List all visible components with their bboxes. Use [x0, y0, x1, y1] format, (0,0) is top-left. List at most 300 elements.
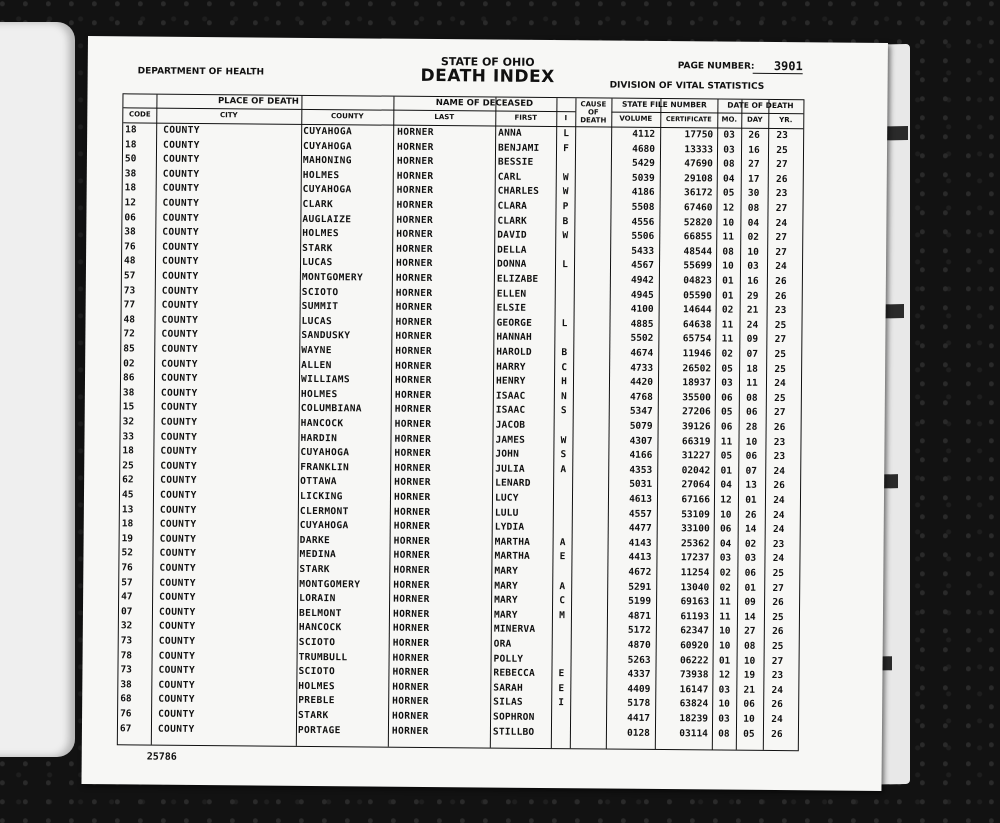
- volume-cell: 5433: [631, 245, 655, 257]
- month-cell: 11: [721, 333, 734, 346]
- day-cell: 01: [745, 494, 757, 506]
- year-cell: 25: [774, 363, 786, 375]
- volume-cell: 5039: [631, 172, 655, 184]
- month-cell: 02: [721, 304, 734, 316]
- year-cell: 25: [772, 611, 784, 623]
- year-cell: 26: [775, 173, 788, 185]
- last-name-cell: HORNER: [396, 170, 434, 182]
- year-header: YR.: [779, 116, 793, 125]
- month-cell: 01: [720, 465, 732, 477]
- volume-cell: 4871: [628, 610, 652, 622]
- day-cell: 27: [748, 158, 760, 171]
- year-cell: 24: [771, 684, 784, 696]
- day-cell: 16: [748, 144, 760, 156]
- county-cell: OTTAWA: [300, 476, 337, 488]
- city-cell: COUNTY: [158, 679, 196, 691]
- city-cell: COUNTY: [159, 518, 197, 531]
- first-name-cell: SILAS: [493, 696, 523, 709]
- department-label: DEPARTMENT OF HEALTH: [137, 66, 265, 78]
- initial-cell: S: [560, 449, 567, 461]
- volume-cell: 4557: [628, 508, 652, 520]
- county-cell: TRUMBULL: [298, 651, 348, 663]
- certificate-cell: 36172: [683, 187, 713, 199]
- code-cell: 02: [123, 357, 135, 370]
- last-name-cell: HORNER: [394, 433, 432, 445]
- certificate-cell: 29108: [684, 173, 713, 185]
- certificate-cell: 18239: [679, 713, 709, 725]
- city-cell: COUNTY: [160, 460, 198, 472]
- month-cell: 06: [721, 392, 733, 404]
- code-cell: 38: [124, 226, 136, 238]
- first-name-cell: LENARD: [495, 477, 531, 490]
- month-cell: 10: [719, 625, 731, 638]
- code-cell: 47: [121, 591, 133, 603]
- day-cell: 06: [745, 407, 758, 419]
- state-file-number-header: STATE FILE NUMBER: [621, 99, 707, 110]
- place-of-death-header: PLACE OF DEATH: [217, 96, 299, 107]
- day-cell: 06: [744, 567, 757, 579]
- code-cell: 07: [120, 606, 133, 618]
- day-cell: 26: [748, 129, 760, 141]
- volume-cell: 4674: [630, 347, 654, 359]
- volume-header: VOLUME: [619, 114, 653, 123]
- year-cell: 26: [772, 626, 784, 638]
- initial-cell: L: [563, 128, 570, 140]
- last-name-cell: HORNER: [395, 272, 433, 285]
- volume-cell: 4353: [629, 464, 653, 476]
- certificate-cell: 17750: [684, 129, 714, 141]
- death-index-table: [117, 93, 805, 751]
- certificate-cell: 17237: [680, 552, 710, 564]
- initial-cell: B: [562, 215, 569, 227]
- volume-cell: 4420: [630, 376, 654, 389]
- certificate-cell: 35500: [682, 391, 711, 404]
- certificate-cell: 55699: [683, 260, 713, 272]
- year-cell: 24: [773, 465, 785, 477]
- last-name-cell: HORNER: [392, 681, 430, 693]
- last-name-cell: HORNER: [392, 696, 429, 708]
- month-cell: 11: [721, 319, 734, 331]
- last-name-cell: HORNER: [393, 593, 430, 606]
- first-name-cell: JACOB: [495, 419, 526, 431]
- first-name-cell: STILLBO: [492, 726, 535, 738]
- certificate-cell: 33100: [681, 523, 710, 535]
- volume-cell: 5031: [629, 479, 653, 491]
- day-cell: 06: [743, 699, 755, 711]
- volume-cell: 5178: [627, 698, 651, 710]
- first-name-cell: DONNA: [496, 258, 527, 271]
- volume-cell: 4680: [632, 143, 656, 155]
- last-name-cell: HORNER: [395, 287, 433, 299]
- month-cell: 06: [719, 523, 732, 535]
- volume-cell: 4567: [631, 260, 655, 272]
- first-name-cell: HANNAH: [496, 331, 532, 344]
- code-cell: 32: [120, 620, 133, 632]
- day-cell: 19: [743, 669, 756, 682]
- certificate-cell: 66319: [681, 435, 711, 448]
- page-title: DEATH INDEX: [420, 65, 555, 88]
- first-name-cell: HARRY: [496, 361, 526, 373]
- year-cell: 26: [771, 728, 783, 740]
- code-cell: 48: [123, 255, 136, 267]
- month-cell: 10: [718, 640, 731, 652]
- first-name-cell: CLARA: [497, 200, 528, 212]
- code-cell: 25: [122, 460, 134, 472]
- last-name-cell: HORNER: [393, 506, 431, 518]
- county-cell: HOLMES: [298, 680, 336, 692]
- initial-cell: B: [561, 347, 568, 359]
- first-name-cell: LYDIA: [494, 521, 525, 534]
- month-cell: 03: [723, 129, 735, 141]
- first-name-cell: BESSIE: [497, 156, 534, 169]
- initial-cell: N: [560, 390, 567, 402]
- year-cell: 23: [774, 305, 787, 317]
- day-cell: 05: [743, 728, 755, 740]
- last-name-cell: HORNER: [395, 331, 433, 343]
- city-cell: COUNTY: [161, 270, 199, 282]
- date-of-death-header: DATE OF DEATH: [727, 100, 794, 111]
- city-cell: COUNTY: [161, 256, 199, 268]
- last-name-cell: HORNER: [393, 579, 430, 591]
- year-cell: 26: [773, 422, 786, 434]
- year-cell: 27: [771, 655, 784, 667]
- city-cell: COUNTY: [162, 241, 199, 253]
- year-cell: 23: [776, 130, 788, 142]
- county-cell: WILLIAMS: [300, 374, 351, 386]
- county-cell: SUMMIT: [301, 301, 339, 313]
- year-cell: 25: [776, 144, 788, 156]
- volume-cell: 4885: [630, 318, 654, 330]
- city-cell: COUNTY: [161, 299, 199, 312]
- code-cell: 77: [123, 299, 136, 311]
- county-cell: WAYNE: [301, 344, 332, 357]
- first-name-cell: MARY: [494, 580, 518, 592]
- volume-cell: 4945: [630, 289, 654, 301]
- initial-cell: A: [559, 580, 566, 592]
- initial-cell: P: [562, 201, 569, 213]
- city-cell: COUNTY: [161, 314, 199, 326]
- city-cell: COUNTY: [157, 723, 195, 735]
- code-cell: 67: [119, 722, 132, 734]
- month-cell: 05: [720, 450, 733, 462]
- month-cell: 05: [722, 187, 735, 200]
- city-cell: COUNTY: [159, 504, 197, 516]
- year-cell: 25: [771, 640, 784, 653]
- year-cell: 27: [776, 159, 788, 171]
- year-cell: 24: [771, 713, 783, 726]
- month-cell: 10: [722, 217, 735, 229]
- code-cell: 06: [124, 211, 136, 224]
- day-cell: 06: [745, 450, 758, 463]
- month-cell: 04: [720, 479, 732, 492]
- year-cell: 26: [772, 597, 784, 609]
- volume-cell: 0128: [627, 727, 650, 739]
- initial-cell: C: [561, 361, 568, 373]
- code-cell: 86: [122, 372, 135, 384]
- day-cell: 29: [746, 290, 759, 302]
- certificate-cell: 61193: [680, 610, 710, 623]
- first-name-cell: ORA: [493, 638, 512, 650]
- code-cell: 45: [121, 489, 134, 501]
- code-cell: 50: [124, 153, 137, 165]
- city-cell: COUNTY: [162, 168, 200, 180]
- day-cell: 08: [746, 392, 758, 404]
- first-name-cell: SOPHRON: [493, 711, 535, 723]
- code-cell: 57: [123, 270, 136, 282]
- code-cell: 52: [121, 547, 133, 559]
- month-cell: 06: [720, 421, 733, 433]
- code-cell: 38: [120, 679, 132, 691]
- day-cell: 09: [746, 334, 759, 346]
- last-name-cell: HORNER: [394, 477, 431, 489]
- certificate-cell: 13040: [680, 581, 710, 594]
- county-cell: MONTGOMERY: [299, 578, 361, 590]
- certificate-cell: 25362: [680, 537, 710, 550]
- first-name-cell: CARL: [497, 171, 522, 183]
- volume-cell: 5291: [628, 581, 652, 593]
- volume-cell: 5263: [627, 654, 651, 666]
- volume-cell: 4417: [627, 712, 651, 724]
- month-cell: 12: [722, 202, 735, 214]
- code-cell: 18: [122, 445, 134, 457]
- last-name-cell: HORNER: [392, 652, 430, 664]
- city-cell: COUNTY: [159, 562, 197, 574]
- code-cell: 72: [123, 328, 135, 340]
- code-cell: 15: [122, 401, 135, 413]
- code-cell: 38: [124, 168, 137, 180]
- day-cell: 09: [744, 596, 756, 609]
- day-cell: 21: [743, 684, 756, 696]
- initial-cell: A: [560, 463, 567, 475]
- code-cell: 19: [121, 533, 134, 545]
- last-name-cell: HORNER: [393, 564, 431, 577]
- last-name-cell: HORNER: [394, 389, 432, 401]
- year-cell: 27: [773, 407, 786, 419]
- first-name-cell: ELIZABE: [496, 273, 539, 285]
- city-cell: COUNTY: [160, 475, 197, 487]
- name-of-deceased-header: NAME OF DECEASED: [435, 98, 534, 109]
- year-cell: 24: [772, 553, 785, 565]
- batch-number: 25786: [146, 751, 177, 763]
- month-cell: 08: [723, 158, 735, 170]
- volume-cell: 4100: [630, 303, 654, 316]
- certificate-cell: 67166: [681, 494, 711, 506]
- year-cell: 27: [775, 232, 788, 244]
- volume-cell: 4613: [629, 493, 653, 505]
- county-cell: MEDINA: [299, 549, 337, 561]
- city-cell: COUNTY: [159, 533, 197, 545]
- year-cell: 24: [774, 378, 786, 390]
- day-header: DAY: [746, 115, 763, 124]
- volume-cell: 4672: [628, 566, 652, 578]
- code-cell: 18: [125, 124, 137, 136]
- state-label: STATE OF OHIO: [440, 55, 535, 69]
- first-name-cell: JOHN: [495, 448, 520, 460]
- first-name-cell: MARY: [493, 609, 518, 621]
- month-cell: 01: [722, 275, 734, 287]
- last-name-cell: HORNER: [396, 141, 434, 153]
- city-cell: COUNTY: [160, 445, 198, 458]
- county-cell: SCIOTO: [298, 636, 336, 649]
- first-name-cell: ELSIE: [496, 302, 527, 315]
- month-cell: 03: [723, 144, 735, 156]
- last-name-cell: HORNER: [395, 301, 433, 314]
- county-cell: CUYAHOGA: [303, 125, 353, 138]
- last-name-cell: HORNER: [395, 360, 432, 372]
- year-cell: 26: [775, 276, 787, 288]
- county-cell: CUYAHOGA: [303, 140, 353, 152]
- certificate-cell: 52820: [683, 216, 713, 229]
- county-cell: LICKING: [299, 490, 343, 503]
- volume-cell: 4733: [630, 362, 654, 374]
- last-name-cell: HORNER: [396, 155, 434, 168]
- volume-cell: 4942: [630, 274, 654, 286]
- code-cell: 76: [124, 241, 136, 253]
- day-cell: 27: [744, 626, 756, 638]
- initial-header: I: [564, 114, 568, 123]
- volume-cell: 5508: [631, 201, 655, 213]
- first-name-cell: ELLEN: [496, 288, 527, 300]
- month-cell: 03: [718, 684, 731, 696]
- last-name-cell: HORNER: [396, 214, 434, 226]
- county-cell: PORTAGE: [297, 724, 341, 736]
- certificate-cell: 65754: [682, 333, 712, 345]
- month-cell: 10: [722, 260, 734, 273]
- certificate-cell: 26502: [682, 362, 712, 375]
- certificate-cell: 11254: [680, 567, 710, 579]
- city-cell: COUNTY: [160, 372, 198, 385]
- certificate-cell: 11946: [682, 348, 712, 360]
- day-cell: 14: [744, 611, 756, 623]
- day-cell: 11: [746, 377, 758, 390]
- last-name-cell: HORNER: [396, 185, 434, 197]
- volume-cell: 4556: [631, 216, 655, 228]
- last-name-cell: HORNER: [393, 520, 431, 533]
- last-name-cell: HORNER: [392, 608, 430, 620]
- city-cell: COUNTY: [159, 577, 196, 589]
- volume-cell: 5079: [629, 420, 653, 432]
- city-header: CITY: [219, 111, 238, 120]
- first-name-cell: ANNA: [498, 127, 522, 139]
- certificate-cell: 62347: [680, 625, 709, 637]
- county-cell: HARDIN: [300, 432, 338, 444]
- first-name-cell: JULIA: [495, 463, 525, 475]
- year-cell: 23: [771, 670, 784, 682]
- code-cell: 73: [123, 284, 136, 297]
- certificate-cell: 05590: [683, 289, 712, 302]
- county-cell: MONTGOMERY: [301, 271, 364, 284]
- month-cell: 11: [719, 596, 731, 608]
- first-name-cell: CLARK: [497, 215, 528, 227]
- last-name-cell: HORNER: [393, 550, 431, 562]
- code-cell: 68: [120, 693, 132, 705]
- volume-cell: 4143: [628, 537, 652, 549]
- volume-cell: 4112: [632, 128, 656, 140]
- first-name-cell: MINERVA: [493, 623, 536, 636]
- county-cell: CLERMONT: [299, 505, 349, 517]
- city-cell: COUNTY: [161, 285, 199, 297]
- last-name-cell: HORNER: [392, 637, 430, 650]
- month-cell: 02: [719, 582, 731, 594]
- year-cell: 27: [775, 246, 787, 258]
- day-cell: 10: [745, 436, 758, 448]
- initial-cell: S: [560, 405, 567, 417]
- county-cell: SCIOTO: [301, 286, 339, 298]
- year-cell: 24: [775, 217, 788, 229]
- initial-cell: H: [561, 376, 567, 388]
- volume-cell: 4477: [628, 522, 652, 535]
- city-cell: COUNTY: [161, 329, 199, 341]
- code-cell: 62: [122, 474, 134, 486]
- certificate-cell: 14644: [682, 304, 712, 316]
- code-cell: 38: [122, 387, 135, 399]
- day-cell: 28: [745, 421, 758, 433]
- last-name-cell: HORNER: [394, 418, 432, 431]
- first-name-cell: HENRY: [495, 375, 526, 388]
- initial-cell: F: [563, 142, 569, 154]
- county-cell: SANDUSKY: [301, 330, 351, 342]
- initial-cell: L: [561, 317, 568, 329]
- year-cell: 25: [772, 567, 785, 580]
- day-cell: 30: [747, 188, 760, 200]
- city-cell: COUNTY: [158, 606, 196, 618]
- first-name-cell: MARY: [494, 565, 519, 577]
- county-cell: BELMONT: [298, 607, 342, 620]
- day-cell: 13: [745, 480, 757, 492]
- county-cell: LORAIN: [299, 593, 336, 605]
- code-cell: 18: [125, 138, 137, 151]
- month-cell: 10: [720, 509, 732, 521]
- certificate-cell: 53109: [681, 508, 710, 521]
- county-cell: LUCAS: [301, 257, 333, 269]
- first-name-cell: POLLY: [493, 653, 524, 665]
- year-cell: 27: [775, 203, 788, 215]
- county-cell: ALLEN: [301, 359, 332, 371]
- county-cell: CUYAHOGA: [300, 447, 350, 459]
- last-name-cell: HORNER: [392, 666, 430, 679]
- first-name-cell: DELLA: [497, 244, 527, 256]
- initial-cell: E: [558, 668, 565, 680]
- code-cell: 33: [122, 430, 135, 443]
- first-name-cell: BENJAMI: [497, 142, 540, 154]
- city-cell: COUNTY: [163, 124, 200, 136]
- year-cell: 24: [775, 261, 787, 273]
- volume-cell: 4413: [628, 552, 652, 564]
- day-cell: 14: [744, 523, 757, 536]
- year-cell: 24: [773, 494, 785, 507]
- city-cell: COUNTY: [161, 343, 199, 355]
- year-cell: 24: [772, 524, 785, 536]
- day-cell: 16: [747, 275, 759, 287]
- certificate-cell: 16147: [679, 683, 709, 696]
- volume-cell: 5199: [628, 595, 652, 608]
- county-cell: STARK: [299, 563, 331, 576]
- county-header: COUNTY: [331, 112, 364, 121]
- county-cell: HANCOCK: [298, 622, 342, 634]
- volume-cell: 4186: [631, 187, 655, 199]
- first-name-cell: LUCY: [494, 492, 519, 504]
- last-name-cell: HORNER: [396, 199, 434, 212]
- code-cell: 85: [123, 343, 135, 355]
- month-cell: 05: [721, 363, 733, 375]
- city-cell: COUNTY: [159, 489, 197, 501]
- county-cell: HOLMES: [302, 169, 340, 181]
- day-cell: 18: [746, 363, 758, 375]
- page-number: 3901: [753, 59, 803, 74]
- first-name-cell: LULU: [494, 507, 519, 519]
- day-cell: 01: [744, 582, 756, 594]
- month-cell: 11: [719, 611, 731, 623]
